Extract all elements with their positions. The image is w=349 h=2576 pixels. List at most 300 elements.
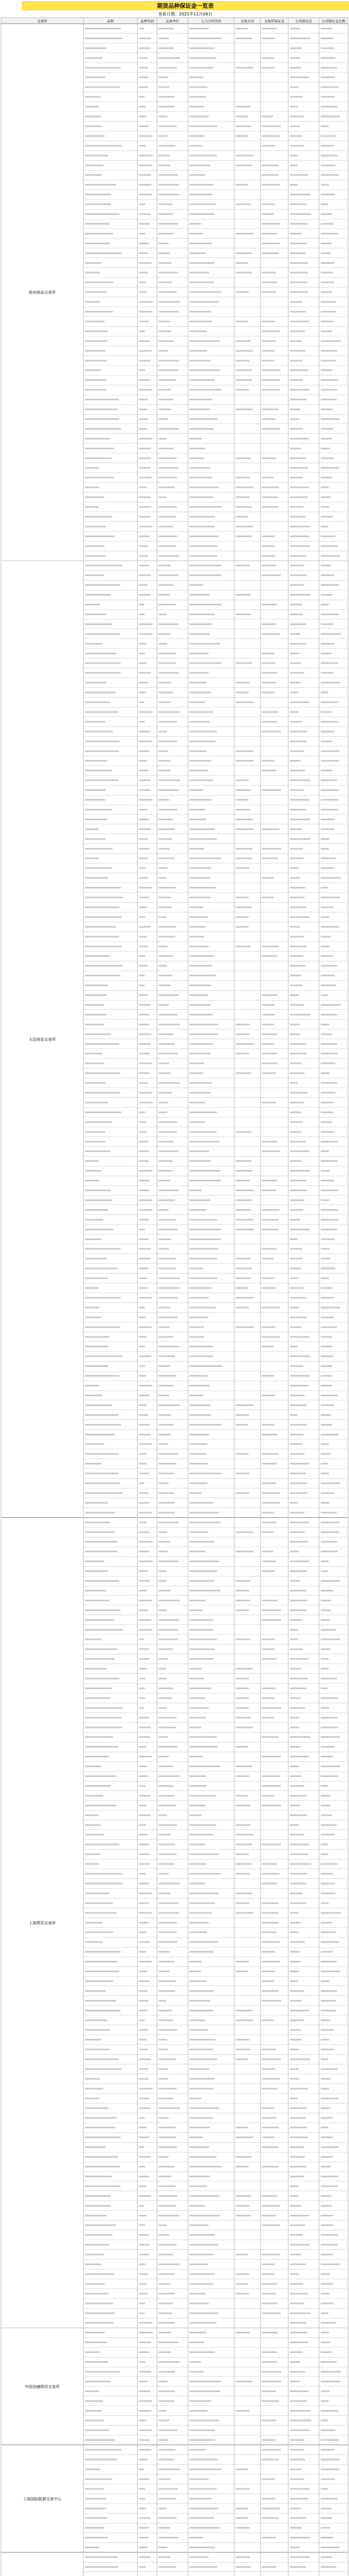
cell-text (139, 2176, 149, 2177)
cell-text (139, 2069, 148, 2070)
cell-text (159, 1990, 176, 1992)
cell-text (262, 428, 281, 430)
cell-text (290, 1941, 305, 1943)
cell-text (290, 2215, 309, 2216)
cell-text (139, 233, 146, 234)
cell-text (189, 770, 208, 771)
cell-text (85, 975, 120, 976)
cell-text (189, 2527, 221, 2529)
cell-text (85, 1824, 100, 1826)
cell-text (236, 1697, 249, 1699)
cell-text (159, 1395, 169, 1396)
cell-text (290, 2381, 300, 2382)
cell-text (290, 262, 308, 264)
cell-text (321, 1697, 338, 1699)
cell-text (139, 1521, 147, 1523)
cell-text (189, 643, 220, 645)
cell-text (85, 1336, 109, 1337)
column-header-label: 交易所保证金 (264, 19, 285, 23)
cell-text (321, 311, 336, 313)
cell-text (85, 1756, 109, 1757)
cell-text (159, 2420, 169, 2421)
cell-text (236, 1971, 249, 1972)
cell-text (159, 672, 179, 674)
cell-text (262, 2117, 276, 2119)
cell-text (321, 897, 340, 899)
cell-text (321, 164, 335, 166)
cell-text (139, 1668, 147, 1670)
cell-text (262, 282, 277, 283)
cell-text (321, 57, 336, 59)
cell-text (290, 1990, 304, 1992)
cell-text (159, 819, 173, 820)
cell-text (321, 2322, 336, 2324)
cell-text (321, 1844, 328, 1845)
cell-text (290, 399, 307, 400)
cell-text (262, 1805, 281, 1806)
cell-text (236, 1726, 253, 1728)
cell-text (139, 545, 148, 547)
cell-text (85, 965, 123, 967)
cell-text (321, 223, 334, 225)
cell-text (139, 1209, 152, 1211)
cell-text (290, 584, 304, 586)
cell-text (290, 2391, 309, 2392)
cell-text (85, 1043, 119, 1045)
cell-text (85, 2293, 109, 2294)
cell-text (262, 1492, 280, 1494)
column-header-label: 交易所 (37, 19, 47, 23)
cell-text (321, 116, 340, 117)
cell-text (236, 799, 249, 801)
cell-text (159, 1892, 170, 1894)
cell-text (236, 340, 251, 342)
cell-text (262, 116, 273, 117)
cell-text (321, 994, 328, 996)
cell-text (85, 653, 116, 654)
cell-text (189, 565, 221, 566)
cell-text (321, 1014, 338, 1015)
cell-text (290, 369, 308, 371)
cell-text (290, 2225, 305, 2226)
cell-text (290, 330, 305, 332)
cell-text (262, 604, 276, 605)
cell-text (290, 96, 303, 98)
cell-text (262, 2127, 279, 2128)
cell-text (139, 1258, 150, 1260)
cell-text (85, 994, 107, 996)
cell-text (290, 535, 309, 537)
cell-text (236, 135, 248, 137)
cell-text (321, 448, 330, 449)
cell-text (159, 574, 178, 576)
cell-text (262, 653, 274, 654)
cell-text (236, 2205, 250, 2207)
cell-text (159, 1170, 172, 1172)
cell-text (85, 1687, 112, 1689)
cell-text (85, 1736, 113, 1738)
cell-text (85, 955, 110, 957)
cell-text (321, 350, 337, 351)
cell-text (290, 2498, 308, 2499)
cell-text (262, 2283, 277, 2284)
cell-text (85, 389, 106, 391)
cell-text (189, 2078, 215, 2079)
cell-text (189, 96, 206, 98)
cell-text (290, 1043, 306, 1045)
cell-text (290, 594, 310, 596)
cell-text (189, 2283, 213, 2284)
cell-text (290, 28, 300, 29)
cell-text (189, 1951, 214, 1953)
cell-text (290, 985, 303, 986)
cell-text (262, 457, 276, 459)
cell-text (139, 1697, 145, 1699)
cell-text (321, 2537, 333, 2538)
cell-text (290, 1756, 309, 1757)
cell-text (85, 1404, 112, 1406)
cell-text (139, 2547, 147, 2548)
cell-text (85, 1190, 111, 1191)
cell-text (189, 438, 202, 439)
cell-text (159, 77, 168, 78)
cell-text (236, 1805, 250, 1806)
cell-text (236, 2010, 253, 2011)
cell-text (262, 135, 280, 137)
cell-text (290, 1082, 298, 1084)
cell-text (290, 1873, 307, 1875)
cell-text (139, 2078, 149, 2079)
cell-text (159, 2566, 176, 2568)
cell-text (321, 106, 337, 108)
cell-text (290, 1922, 301, 1923)
cell-text (262, 2537, 275, 2538)
cell-text (262, 770, 276, 771)
cell-text (189, 516, 215, 517)
cell-text (189, 1971, 201, 1972)
cell-text (159, 877, 166, 879)
cell-text (290, 1863, 311, 1865)
cell-text (139, 1297, 152, 1298)
cell-text (236, 2166, 249, 2167)
cell-text (139, 2517, 150, 2519)
cell-text (290, 1346, 298, 1347)
cell-text (262, 1902, 278, 1904)
cell-text (290, 2361, 300, 2363)
cell-text (159, 906, 171, 908)
cell-text (290, 1854, 308, 1855)
cell-text (189, 1795, 216, 1797)
cell-text (159, 936, 175, 937)
cell-text (321, 2517, 332, 2519)
cell-text (236, 760, 254, 761)
cell-text (189, 292, 221, 293)
cell-text (290, 1024, 300, 1025)
cell-text (159, 1268, 176, 1269)
cell-text (139, 497, 150, 498)
cell-text (159, 2185, 176, 2187)
cell-text (290, 1639, 298, 1640)
cell-text (290, 1463, 309, 1465)
cell-text (321, 2117, 333, 2119)
cell-text (290, 545, 310, 547)
cell-text (262, 292, 276, 293)
cell-text (290, 1434, 304, 1435)
cell-text (189, 2029, 207, 2031)
cell-text (290, 1687, 307, 1689)
cell-text (189, 1287, 212, 1289)
cell-text (85, 535, 115, 537)
cell-text (236, 1424, 248, 1426)
cell-text (262, 1209, 280, 1211)
cell-text (290, 955, 304, 957)
cell-text (321, 614, 339, 615)
cell-text (159, 2381, 167, 2382)
cell-text (189, 1121, 205, 1123)
cell-text (159, 1092, 171, 1094)
cell-text (189, 1336, 204, 1337)
sheet-title: 期货品种保证金一览表 (157, 3, 214, 9)
cell-text (189, 1316, 208, 1318)
cell-text (159, 184, 179, 185)
cell-text (236, 1297, 254, 1298)
cell-text (236, 906, 252, 908)
cell-text (290, 409, 300, 410)
cell-text (321, 1873, 333, 1875)
cell-text (189, 1912, 212, 1913)
cell-text (236, 2381, 252, 2382)
cell-text (262, 2517, 279, 2519)
cell-text (321, 2205, 331, 2207)
cell-text (189, 2322, 217, 2324)
cell-text (159, 1434, 171, 1435)
cell-text (85, 526, 106, 527)
cell-text (290, 516, 306, 517)
cell-text (85, 1658, 115, 1660)
cell-text (290, 2371, 305, 2372)
cell-text (290, 428, 303, 430)
cell-text (159, 750, 168, 752)
cell-text (139, 721, 145, 722)
cell-text (189, 2185, 207, 2187)
cell-text (85, 1287, 99, 1289)
cell-text (85, 1805, 116, 1806)
cell-text (85, 2439, 115, 2441)
cell-text (159, 2556, 170, 2558)
cell-text (159, 252, 170, 254)
cell-text (236, 868, 250, 869)
cell-text (189, 1258, 217, 1260)
cell-text (290, 2410, 311, 2412)
cell-text (159, 57, 180, 59)
cell-text (321, 2459, 339, 2461)
cell-text (236, 2195, 251, 2197)
cell-text (85, 399, 119, 400)
cell-text (290, 760, 301, 761)
cell-text (262, 1229, 279, 1230)
cell-text (85, 1854, 100, 1855)
cell-text (236, 292, 249, 293)
cell-text (321, 243, 331, 244)
cell-text (189, 1570, 217, 1572)
cell-text (321, 1678, 337, 1680)
cell-text (262, 1570, 274, 1572)
cell-text (159, 116, 168, 117)
cell-text (290, 2020, 304, 2021)
cell-text (290, 2088, 308, 2089)
cell-text (159, 487, 174, 488)
cell-text (159, 2117, 169, 2119)
cell-text (139, 809, 148, 810)
cell-text (290, 1609, 306, 1611)
cell-text (321, 663, 338, 664)
cell-text (290, 633, 300, 635)
cell-text (85, 926, 116, 927)
cell-text (139, 692, 146, 693)
cell-text (236, 2507, 249, 2509)
cell-text (321, 2107, 330, 2109)
cell-text (85, 1024, 104, 1025)
cell-text (262, 1697, 275, 1699)
cell-text (321, 47, 334, 49)
cell-text (189, 1385, 210, 1386)
cell-text (189, 1404, 211, 1406)
cell-text (290, 38, 310, 39)
cell-text (139, 2059, 151, 2060)
cell-text (290, 1404, 307, 1406)
cell-text (139, 1101, 152, 1103)
cell-text (85, 2527, 104, 2529)
cell-text (290, 1160, 301, 1162)
cell-text (85, 2478, 112, 2480)
cell-text (159, 1199, 175, 1201)
cell-text (290, 1561, 309, 1562)
cell-text (159, 516, 176, 517)
cell-text (189, 1073, 203, 1074)
cell-text (159, 799, 169, 801)
column-header-label: 品种 (107, 19, 114, 23)
cell-text (189, 262, 214, 264)
cell-text (290, 1736, 310, 1738)
cell-text (189, 799, 212, 801)
cell-text (290, 1111, 301, 1113)
cell-text (321, 604, 328, 605)
cell-text (189, 379, 215, 381)
cell-text (321, 2293, 329, 2294)
cell-text (189, 848, 204, 850)
cell-text (189, 1082, 213, 1084)
cell-text (159, 2039, 167, 2041)
cell-text (159, 1746, 178, 1748)
cell-text (159, 174, 178, 176)
cell-text (236, 1209, 251, 1211)
cell-text (236, 2517, 249, 2519)
cell-text (159, 1219, 176, 1221)
cell-text (236, 1278, 251, 1279)
cell-text (189, 682, 206, 684)
cell-text (85, 594, 111, 596)
cell-text (189, 887, 216, 889)
cell-text (159, 565, 170, 566)
cell-text (85, 2117, 116, 2119)
cell-text (236, 38, 252, 39)
cell-text (189, 1990, 214, 1992)
cell-text (85, 506, 99, 508)
cell-text (189, 614, 215, 615)
cell-text (189, 2566, 217, 2568)
cell-text (159, 1424, 173, 1426)
cell-text (159, 2215, 180, 2216)
cell-text (159, 1297, 178, 1298)
cell-text (159, 1590, 170, 1591)
cell-text (159, 1180, 170, 1181)
cell-text (85, 945, 121, 947)
cell-text (290, 1092, 307, 1094)
cell-text (290, 868, 299, 869)
cell-text (139, 1580, 150, 1582)
cell-text (189, 2195, 219, 2197)
cell-text (85, 2420, 104, 2421)
cell-text (139, 409, 147, 410)
cell-text (290, 789, 304, 791)
cell-text (262, 633, 280, 635)
cell-text (85, 1278, 108, 1279)
cell-text (139, 272, 148, 274)
cell-text (189, 506, 222, 508)
cell-text (85, 809, 112, 810)
cell-text (85, 1502, 108, 1503)
cell-text (290, 1980, 298, 1982)
cell-text (262, 2166, 279, 2167)
cell-text (189, 457, 204, 459)
cell-text (139, 2410, 151, 2412)
cell-text (85, 2391, 99, 2392)
cell-text (159, 379, 176, 381)
cell-text (139, 174, 151, 176)
cell-text (139, 623, 153, 625)
cell-text (159, 1492, 174, 1494)
cell-text (139, 106, 146, 108)
cell-text (189, 1307, 216, 1308)
cell-text (189, 1170, 220, 1172)
cell-text (139, 1150, 149, 1152)
cell-text (139, 252, 148, 254)
cell-text (189, 2059, 217, 2060)
cell-text (139, 116, 146, 117)
cell-text (189, 340, 220, 342)
cell-text (189, 1922, 208, 1923)
cell-text (159, 897, 171, 899)
cell-text (321, 1004, 341, 1006)
cell-text (262, 330, 280, 332)
cell-text (159, 682, 171, 684)
cell-text (321, 389, 337, 391)
cell-text (139, 1726, 151, 1728)
cell-text (85, 350, 106, 351)
cell-text (290, 2527, 302, 2529)
cell-text (139, 1815, 151, 1816)
cell-text (321, 1463, 328, 1465)
cell-text (262, 897, 273, 899)
cell-text (159, 1980, 176, 1982)
cell-text (189, 1268, 203, 1269)
cell-text (85, 340, 108, 342)
cell-text (262, 1073, 276, 1074)
cell-text (321, 1473, 329, 1475)
cell-text (290, 1316, 307, 1318)
cell-text (262, 340, 276, 342)
cell-text (159, 653, 176, 654)
